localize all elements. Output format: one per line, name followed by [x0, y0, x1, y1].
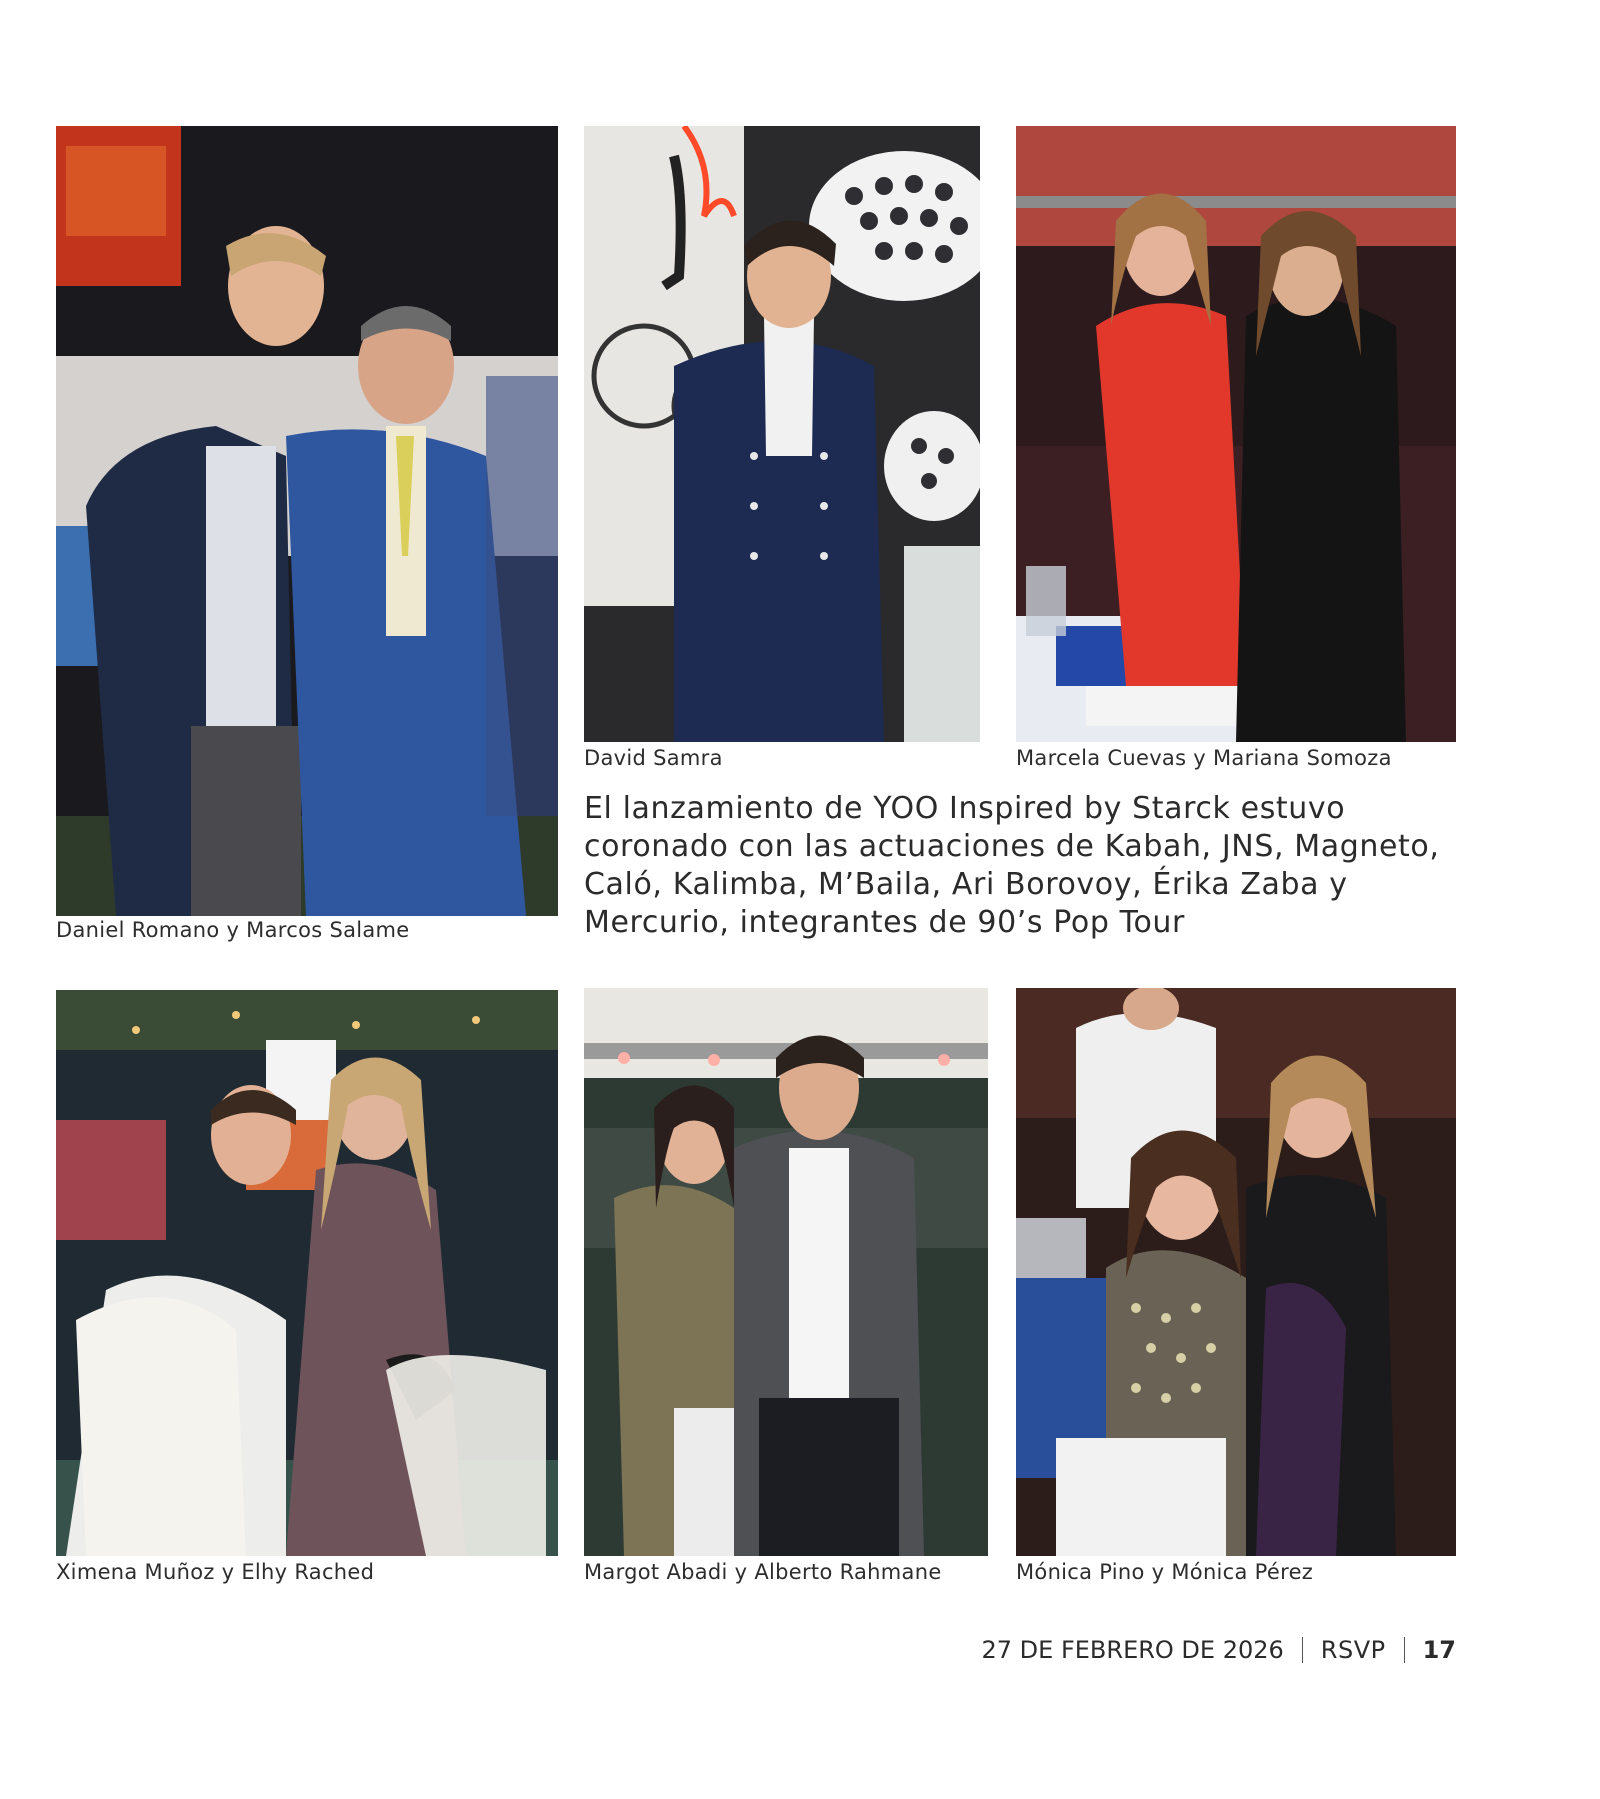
- footer-publication: RSVP: [1320, 1636, 1386, 1664]
- footer-page-number: 17: [1422, 1636, 1456, 1664]
- photo-4-image: [56, 990, 558, 1556]
- photo-2-caption: David Samra: [584, 746, 723, 770]
- footer-separator: [1404, 1637, 1405, 1663]
- photo-marcela-cuevas-mariana-somoza: [1016, 126, 1456, 742]
- photo-david-samra: [584, 126, 980, 742]
- photo-ximena-munoz-elhy-rached: [56, 990, 558, 1556]
- photo-6-caption: Mónica Pino y Mónica Pérez: [1016, 1560, 1314, 1584]
- photo-margot-abadi-alberto-rahmane: [584, 988, 988, 1556]
- photo-6-image: [1016, 988, 1456, 1556]
- photo-5-caption: Margot Abadi y Alberto Rahmane: [584, 1560, 942, 1584]
- photo-5-image: [584, 988, 988, 1556]
- photo-1-image: [56, 126, 558, 916]
- page-footer: [982, 1632, 1456, 1668]
- photo-4-caption: Ximena Muñoz y Elhy Rached: [56, 1560, 375, 1584]
- footer-separator: [1302, 1637, 1303, 1663]
- photo-monica-pino-monica-perez: [1016, 988, 1456, 1556]
- photo-1-caption: Daniel Romano y Marcos Salame: [56, 918, 410, 942]
- photo-daniel-romano-marcos-salame: [56, 126, 558, 916]
- photo-3-image: [1016, 126, 1456, 742]
- pull-quote: El lanzamiento de YOO Inspired by Starck estuvo coronado con las actuaciones de Kabah, JNS, Magneto, Caló, Kalimba, M’Baila, Ari Borovoy, Érika Zaba y Mercurio, integrantes de 90’s Pop Tour: [584, 791, 1440, 940]
- photo-2-image: [584, 126, 980, 742]
- footer-date: 27 DE FEBRERO DE 2026: [981, 1636, 1284, 1664]
- photo-3-caption: Marcela Cuevas y Mariana Somoza: [1016, 746, 1392, 770]
